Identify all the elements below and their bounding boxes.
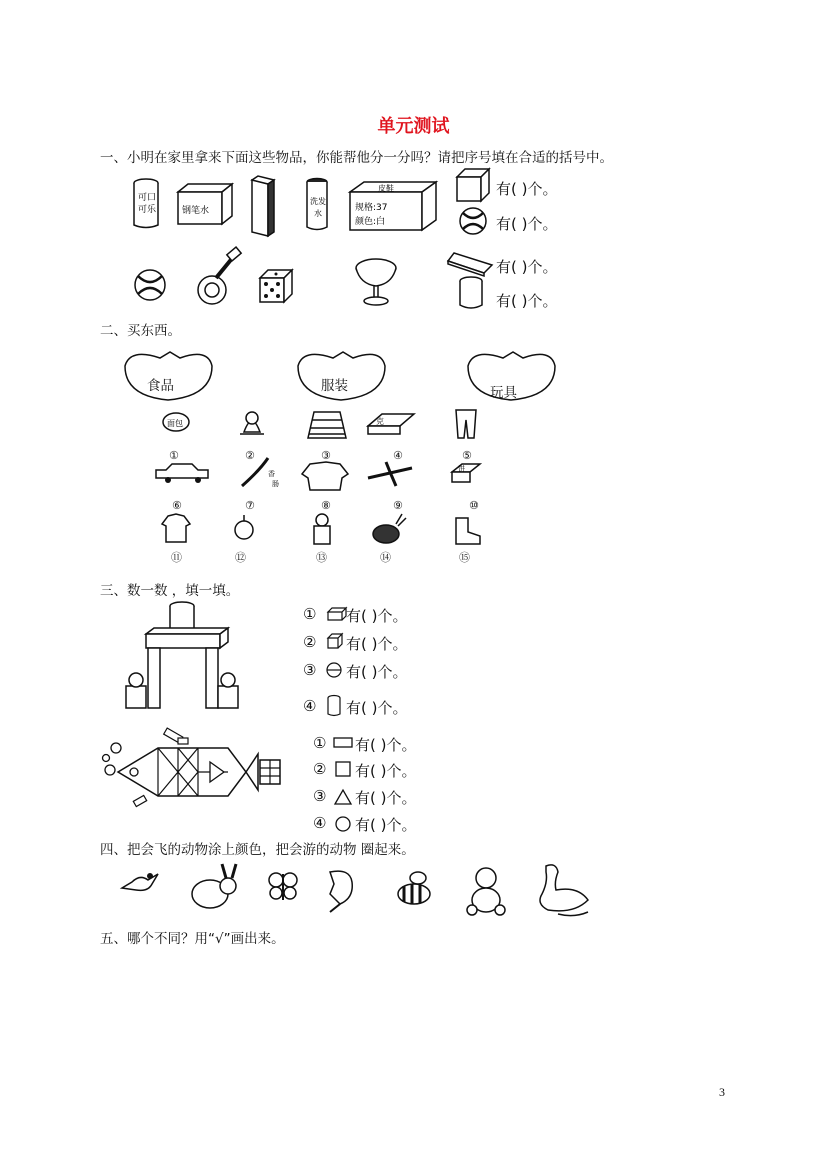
rectangle-shape-icon <box>334 738 352 747</box>
item-number: ⑭ <box>380 551 391 564</box>
racket-icon <box>198 247 241 304</box>
shampoo-bottle-icon <box>307 179 327 230</box>
chocolate-icon <box>368 414 414 434</box>
question-2-prompt: 二、买东西。 <box>100 323 181 339</box>
q2-items <box>150 408 500 568</box>
svg-text:钢笔水: 钢笔水 <box>182 206 210 216</box>
item-number: ⑨ <box>393 499 403 512</box>
svg-text:可口: 可口 <box>138 193 157 203</box>
question-1-prompt: 一、小明在家里拿来下面这些物品，你能帮他分一分吗？请把序号填在合适的括号中。 <box>100 150 613 166</box>
square-shape-icon <box>336 762 350 776</box>
cuboid-shape-icon <box>448 253 492 276</box>
question-4-prompt: 四、把会飞的动物涂上颜色，把会游的动物 圈起来。 <box>100 842 415 858</box>
pineapple-icon <box>373 514 406 543</box>
q3-part1-answer[interactable]: 有( )个。 <box>346 699 408 717</box>
bee-icon[interactable] <box>398 872 430 904</box>
cuboid-shape-icon <box>328 608 346 620</box>
svg-text:饼: 饼 <box>458 465 465 473</box>
question-3-prompt: 三、数一数 ，填一填。 <box>100 583 240 599</box>
item-number: ② <box>245 449 255 462</box>
butterfly-icon[interactable] <box>269 873 297 900</box>
boots-icon <box>456 518 480 544</box>
q3-part1-num: ① <box>303 605 317 623</box>
bear-icon[interactable] <box>467 868 505 915</box>
q3-part2-answer[interactable]: 有( )个。 <box>355 762 417 780</box>
q3-part2-num: ③ <box>313 787 327 805</box>
category-food: 食品 <box>147 378 174 394</box>
category-toys: 玩具 <box>490 385 517 401</box>
svg-text:颜色:白: 颜色:白 <box>355 217 386 227</box>
shoe-box-icon <box>350 182 436 230</box>
q1-objects <box>120 170 450 315</box>
car-icon <box>156 464 208 483</box>
item-number: ⑮ <box>459 551 470 564</box>
q3-part1-answer[interactable]: 有( )个。 <box>346 607 408 625</box>
cola-can-icon <box>134 179 158 228</box>
item-number: ⑩ <box>469 499 479 512</box>
sphere-shape-icon <box>460 208 486 234</box>
animals-row <box>118 860 598 920</box>
q3-part2-num: ① <box>313 734 327 752</box>
item-number: ⑥ <box>172 499 182 512</box>
shirt-icon <box>162 514 190 542</box>
q3-part2-answer[interactable]: 有( )个。 <box>355 816 417 834</box>
category-clothing: 服装 <box>321 378 348 394</box>
trousers-icon <box>456 410 476 438</box>
item-number: ⑧ <box>321 499 331 512</box>
book-icon <box>252 176 274 236</box>
item-number: ⑦ <box>245 499 255 512</box>
cube-shape-icon <box>328 634 342 648</box>
sausage-icon <box>242 458 279 488</box>
item-number: ⑫ <box>235 551 246 564</box>
airplane-icon <box>368 462 412 486</box>
q1-shape-icons <box>454 165 494 315</box>
question-5-prompt: 五、哪个不同？用“√”画出来。 <box>100 931 285 947</box>
cube-shape-icon <box>457 169 489 201</box>
goblet-icon <box>356 259 396 305</box>
q3-part2-shape-icons <box>334 736 354 836</box>
ink-box-icon <box>178 184 232 224</box>
triangle-shape-icon <box>335 790 351 804</box>
page-title: 单元测试 <box>377 116 450 137</box>
biscuit-icon <box>452 464 480 482</box>
cylinder-shape-icon <box>328 696 340 716</box>
svg-text:克: 克 <box>376 417 384 426</box>
svg-text:皮鞋: 皮鞋 <box>378 184 394 193</box>
dice-icon <box>260 270 292 302</box>
item-number: ⑬ <box>316 551 327 564</box>
svg-text:水: 水 <box>314 209 322 218</box>
q3-part1-num: ③ <box>303 661 317 679</box>
q1-answer-cube[interactable]: 有( )个。 <box>496 180 558 198</box>
page-number: 3 <box>719 1085 725 1099</box>
q1-answer-cuboid[interactable]: 有( )个。 <box>496 258 558 276</box>
q3-part1-shape-icons <box>326 606 346 716</box>
item-number: ⑪ <box>171 551 182 564</box>
apple-icon <box>235 515 253 539</box>
q3-part2-num: ④ <box>313 814 327 832</box>
parrot-icon[interactable] <box>330 871 352 912</box>
q3-part1-num: ④ <box>303 697 317 715</box>
item-number: ① <box>169 449 179 462</box>
teddy-toy-icon <box>314 514 330 544</box>
fish-figure <box>98 728 288 810</box>
q3-part1-num: ② <box>303 633 317 651</box>
gate-figure <box>118 600 258 712</box>
q3-part1-answer[interactable]: 有( )个。 <box>346 635 408 653</box>
bread-icon <box>163 413 189 431</box>
bird-icon[interactable] <box>122 873 158 890</box>
q1-answer-cylinder[interactable]: 有( )个。 <box>496 292 558 310</box>
sphere-shape-icon <box>327 663 341 677</box>
item-number: ③ <box>321 449 331 462</box>
circle-shape-icon <box>336 817 350 831</box>
ball-icon <box>135 270 165 300</box>
cylinder-shape-icon <box>460 277 482 308</box>
jacket-icon <box>302 462 348 490</box>
skirt-icon <box>308 412 346 438</box>
q3-part1-answer[interactable]: 有( )个。 <box>346 663 408 681</box>
q3-part2-num: ② <box>313 760 327 778</box>
item-number: ⑤ <box>462 449 472 462</box>
q3-part2-answer[interactable]: 有( )个。 <box>355 789 417 807</box>
item-number: ④ <box>393 449 403 462</box>
svg-text:规格:37: 规格:37 <box>355 203 388 213</box>
svg-text:面包: 面包 <box>167 419 183 428</box>
q1-answer-sphere[interactable]: 有( )个。 <box>496 215 558 233</box>
svg-text:香: 香 <box>268 470 275 478</box>
svg-text:洗发: 洗发 <box>310 197 326 206</box>
svg-text:肠: 肠 <box>272 480 279 488</box>
pastry-icon <box>240 412 264 434</box>
rabbit-icon[interactable] <box>192 864 236 908</box>
q3-part2-answer[interactable]: 有( )个。 <box>355 736 417 754</box>
swan-icon[interactable] <box>540 865 588 916</box>
svg-text:可乐: 可乐 <box>138 205 157 215</box>
